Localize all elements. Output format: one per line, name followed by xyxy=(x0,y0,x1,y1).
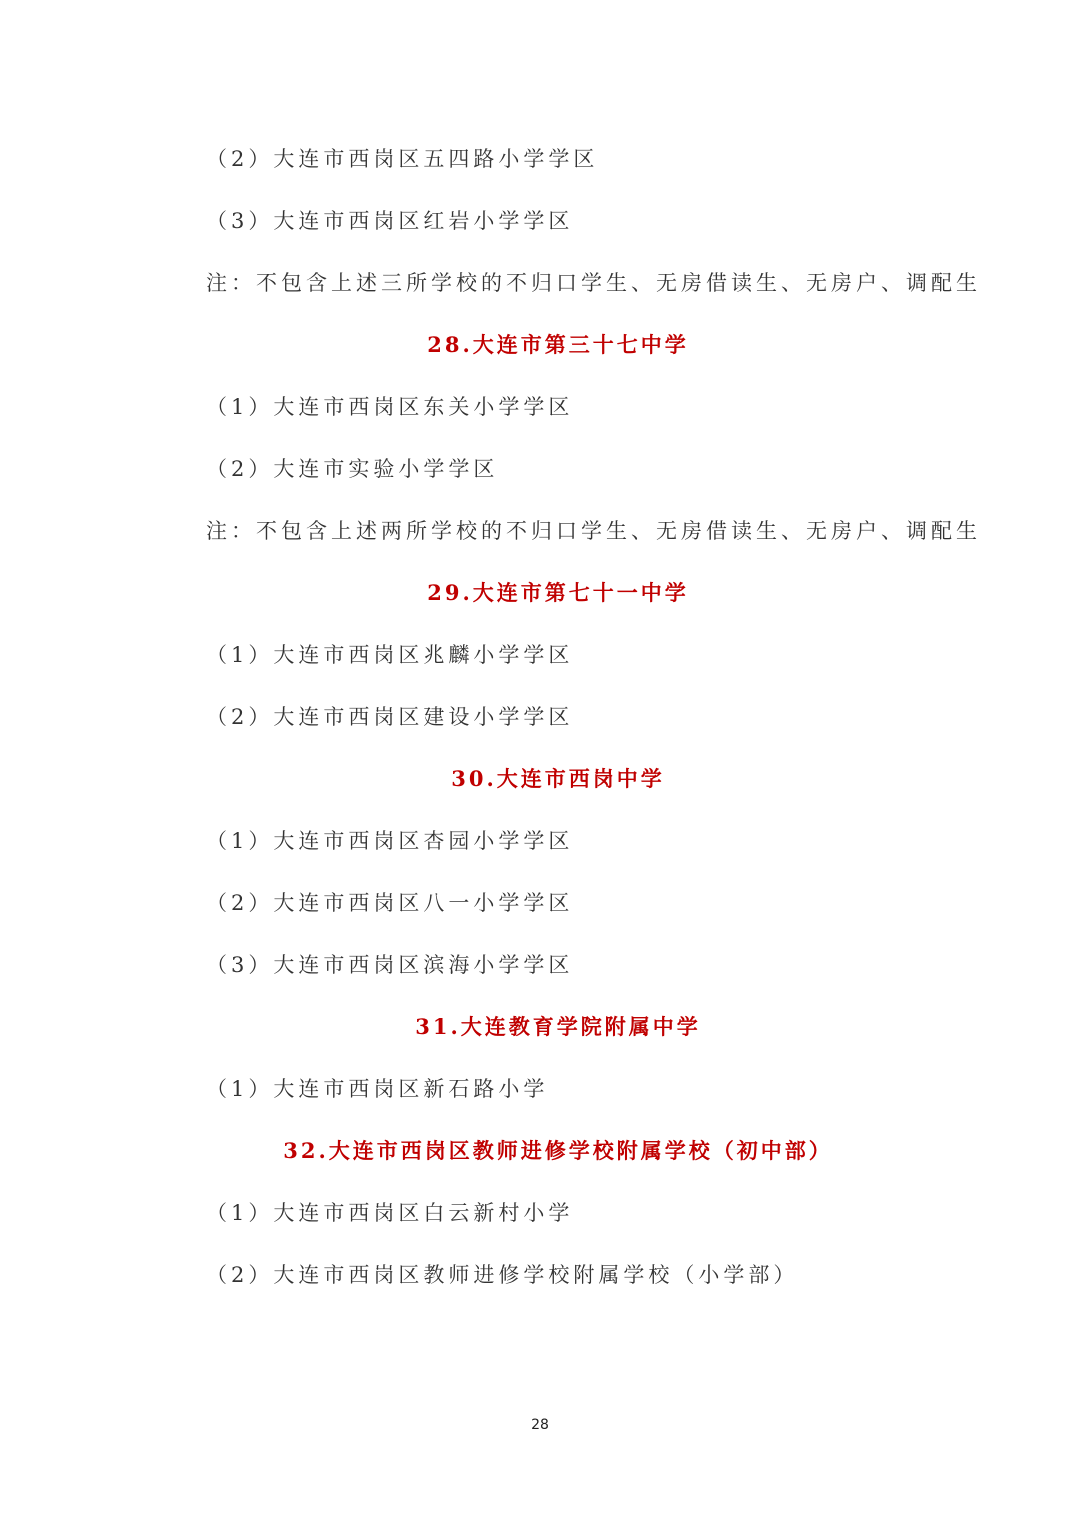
note-text: 注：不包含上述三所学校的不归口学生、无房借读生、无房户、调配生 xyxy=(206,271,981,295)
list-item: （2）大连市实验小学学区 xyxy=(206,457,499,481)
list-item: （2）大连市西岗区八一小学学区 xyxy=(206,891,574,915)
list-item: （2）大连市西岗区五四路小学学区 xyxy=(206,147,599,171)
section-heading: 31.大连教育学院附属中学 xyxy=(415,1014,701,1039)
section-heading: 29.大连市第七十一中学 xyxy=(427,580,689,605)
section-heading: 28.大连市第三十七中学 xyxy=(427,332,689,357)
list-item: （1）大连市西岗区兆麟小学学区 xyxy=(206,643,574,667)
list-item: （1）大连市西岗区新石路小学 xyxy=(206,1077,549,1101)
page-number: 28 xyxy=(531,1417,549,1433)
list-item: （1）大连市西岗区东关小学学区 xyxy=(206,395,574,419)
section-heading: 30.大连市西岗中学 xyxy=(451,766,665,791)
list-item: （1）大连市西岗区白云新村小学 xyxy=(206,1201,574,1225)
note-text: 注：不包含上述两所学校的不归口学生、无房借读生、无房户、调配生 xyxy=(206,519,981,543)
list-item: （1）大连市西岗区杏园小学学区 xyxy=(206,829,574,853)
section-heading: 32.大连市西岗区教师进修学校附属学校（初中部） xyxy=(283,1138,833,1163)
list-item: （2）大连市西岗区教师进修学校附属学校（小学部） xyxy=(206,1263,799,1287)
list-item: （3）大连市西岗区滨海小学学区 xyxy=(206,953,574,977)
list-item: （2）大连市西岗区建设小学学区 xyxy=(206,705,574,729)
list-item: （3）大连市西岗区红岩小学学区 xyxy=(206,209,574,233)
